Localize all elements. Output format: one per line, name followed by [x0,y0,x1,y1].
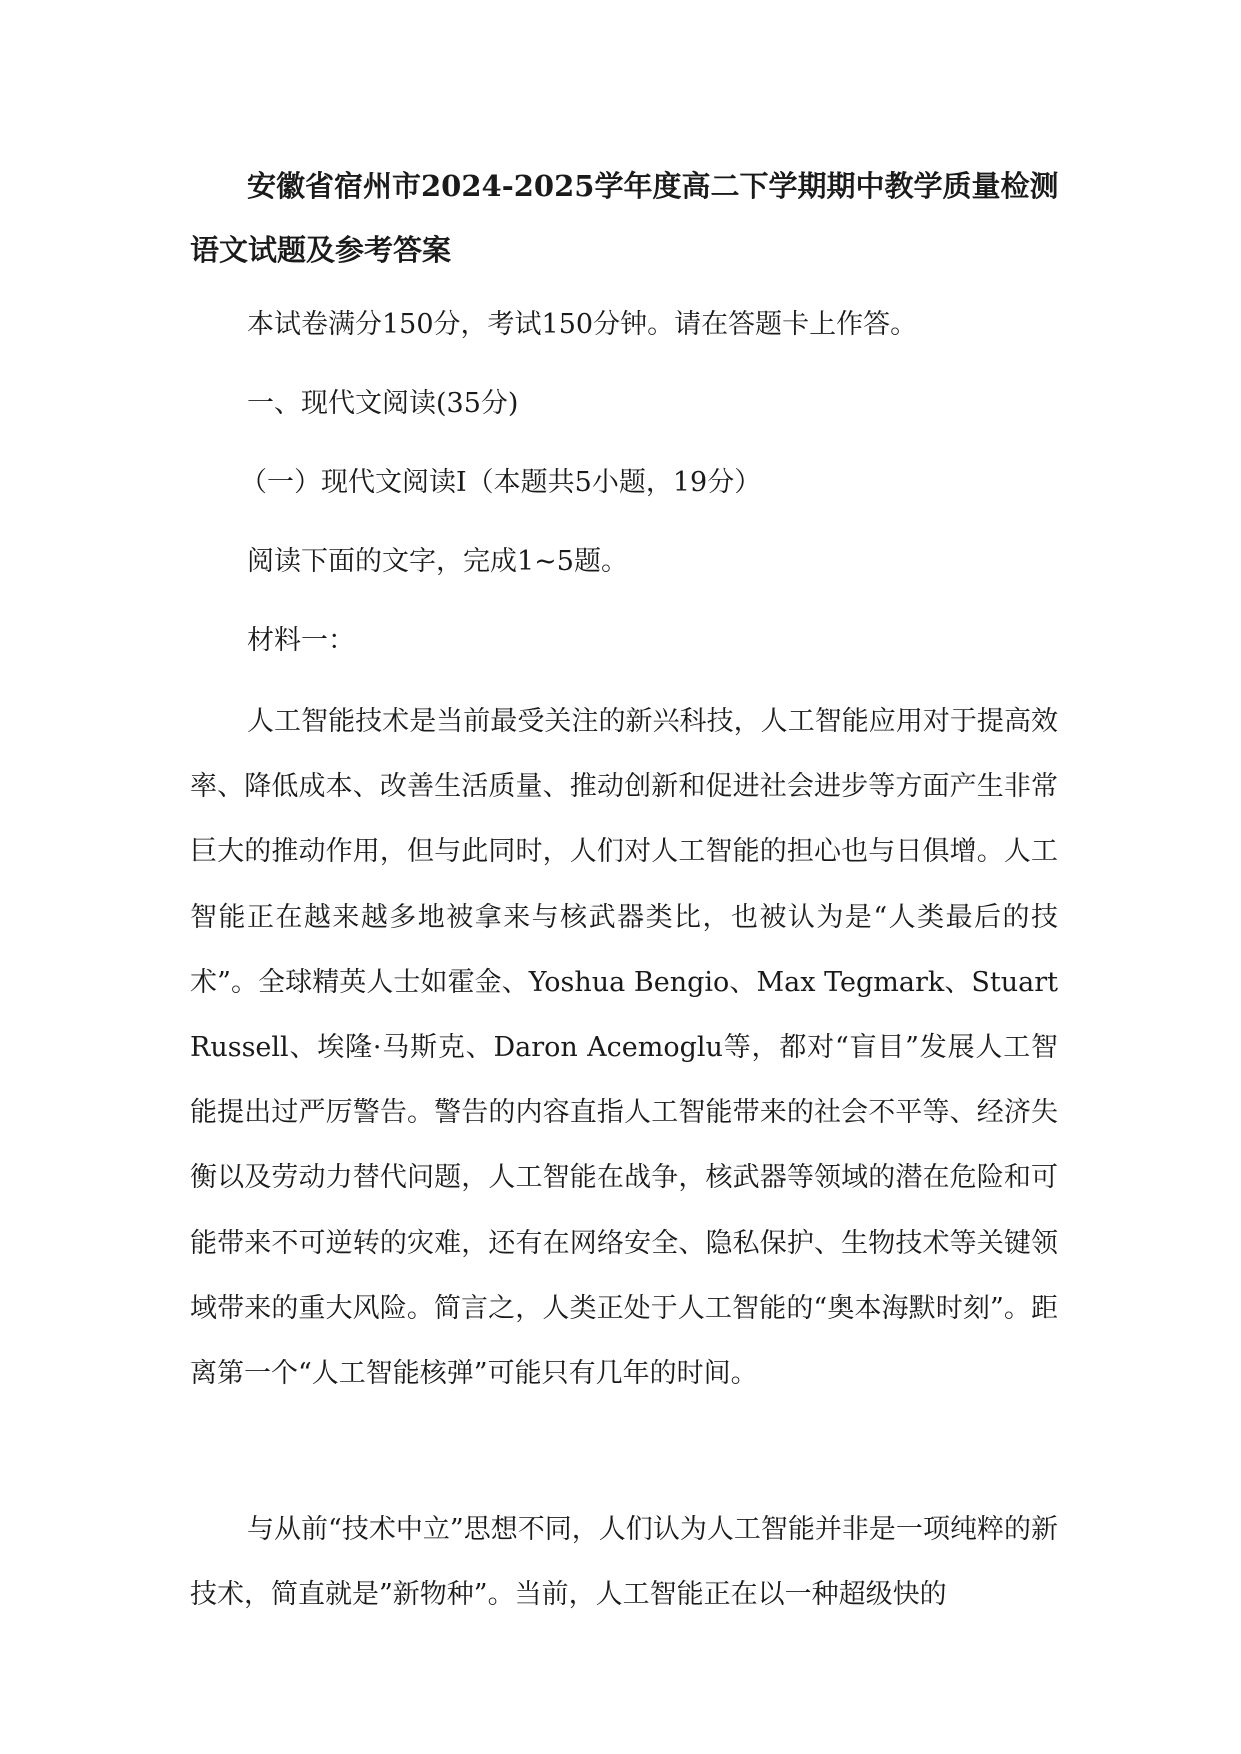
document-subtitle: 语文试题及参考答案 [190,233,452,267]
paragraph-1-container [190,689,1058,1406]
section-heading: 一、现代文阅读(35分) [247,388,519,419]
exam-info: 本试卷满分150分，考试150分钟。请在答题卡上作答。 [247,309,918,340]
paragraph-2-container [190,1497,1058,1627]
subsection-heading: （一）现代文阅读Ⅰ（本题共5小题，19分） [240,467,762,498]
reading-instruction: 阅读下面的文字，完成1~5题。 [247,546,628,577]
document-title: 安徽省宿州市2024-2025学年度高二下学期期中教学质量检测 [247,169,1059,203]
material-label: 材料一： [247,625,355,656]
body-paragraph: 人工智能技术是当前最受关注的新兴科技，人工智能应用对于提高效率、降低成本、改善生活质量、推动创新和促进社会进步等方面产生非常巨大的推动作用，但与此同时，人们对人工智能的担心也与日俱增。人工智能正在越来越多地被拿来与核武器类比，也被认为是“人类最后的技术”。全球精英人士如霍金、Yoshua Bengio、Max Tegmark、Stuart Russell、埃隆·马斯克、Daron Acemoglu等，都对“盲目”发展人工智能提出过严厉警告。警告的内容直指人工智能带来的社会不平等、经济失衡以及劳动力替代问题，人工智能在战争，核武器等领域的潜在危险和可能带来不可逆转的灾难，还有在网络安全、隐私保护、生物技术等关键领域带来的重大风险。简言之，人类正处于人工智能的“奥本海默时刻”。距离第一个“人工智能核弹”可能只有几年的时间。 [190,706,1058,1390]
body-paragraph: 与从前“技术中立”思想不同，人们认为人工智能并非是一项纯粹的新技术，简直就是”新物种”。当前，人工智能正在以一种超级快的 [190,1514,1058,1611]
